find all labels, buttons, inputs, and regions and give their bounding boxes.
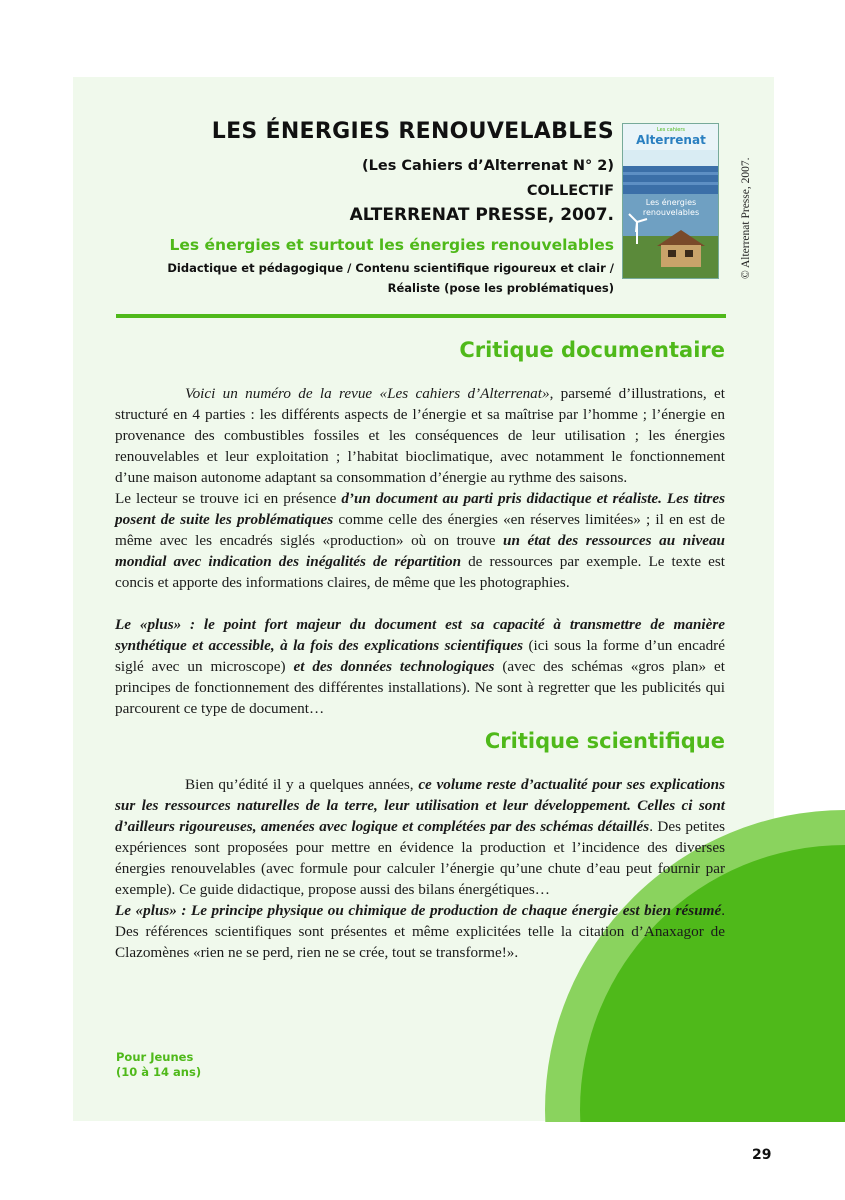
photo-credit: © Alterrenat Presse, 2007. [740,157,752,279]
paragraph-plus: Le «plus» : le point fort majeur du document est sa capacité à transmettre de manière synthétique et accessible, à la fois des explications scientifiques (ici sous la forme d’un encadré siglé avec un microscope) et des données technologiques (avec des schémas «gros plan» et principes de fonctionnement des différentes installations). Ne sont à regretter que les publicités qui parcourent ce type de document… [115,616,725,717]
green-divider [116,314,726,318]
book-publisher: ALTERRENAT PRESSE, 2007. [349,205,614,225]
section-heading-documentaire: Critique documentaire [459,338,725,362]
book-subtitle: Les énergies et surtout les énergies renouvelables [169,236,614,254]
paragraph-plus: Le «plus» : Le principe physique ou chimique de production de chaque énergie est bien résumé. Des références scientifiques sont présentes et même explicitées telle la citation d’Anaxagor de Clazomènes «rien ne se perd, rien ne se crée, tout se transforme!». [115,902,725,961]
book-tags-line1: Didactique et pédagogique / Contenu scientifique rigoureux et clair / [167,261,614,275]
book-cover-image [622,123,719,279]
audience-label [116,1050,201,1080]
book-title: LES ÉNERGIES RENOUVELABLES [211,119,614,144]
book-author: COLLECTIF [526,183,614,199]
cover-title-line2: renouvelables [642,208,700,217]
section-body-scientifique [115,774,725,963]
cover-small-text: Les cahiers [656,127,686,133]
paragraph: Le lecteur se trouve ici en présence d’un document au parti pris didactique et réaliste. Les titres posent de suite les problématiques comme celle des énergies «en réserves limitées» ; il en est de même avec les encadrés siglés «production» où on trouve un état des ressources au niveau mondial avec indication des inégalités de répartition de ressources par exemple. Le texte est concis et apporte des informations claires, de même que les photographies. [115,490,725,591]
paragraph: Bien qu’édité il y a quelques années, ce volume reste d’actualité pour ses explications sur les ressources naturelles de la terre, leur utilisation et leur développement. Celles ci sont d’ailleurs rigoureuses, amenées avec logique et complétées par des schémas détaillés. Des petites expériences sont proposées pour mettre en évidence la production et l’incidence des diverses énergies renouvelables (avec formule pour calculer l’énergie qu’une chute d’eau peut fournir par exemple). Ce guide didactique, propose aussi des bilans énergétiques… [115,776,726,898]
section-heading-scientifique: Critique scientifique [484,729,725,753]
cover-illustration [623,124,718,278]
audience-line1: Pour Jeunes [116,1050,194,1064]
section-body-documentaire [115,383,725,719]
cover-title-line1: Les énergies [645,198,697,207]
book-tags-line2: Réaliste (pose les problématiques) [387,281,614,295]
audience-line2: (10 à 14 ans) [116,1065,202,1079]
cover-brand: Alterrenat [636,133,706,147]
page-number: 29 [752,1147,772,1163]
book-series: (Les Cahiers d’Alterrenat N° 2) [362,158,614,174]
paragraph: Voici un numéro de la revue «Les cahiers d’Alterrenat», parsemé d’illustrations, et structuré en 4 parties : les différents aspects de l’énergie et sa maîtrise par l’homme ; l’énergie en provenance des combustibles fossiles et les conséquences de leur utilisation ; les énergies renouvelables et leur exploitation ; l’habitat bioclimatique, avec notamment le fonctionnement d’une maison autonome adaptant sa consommation d’énergie au rythme des saisons. [115,385,725,486]
